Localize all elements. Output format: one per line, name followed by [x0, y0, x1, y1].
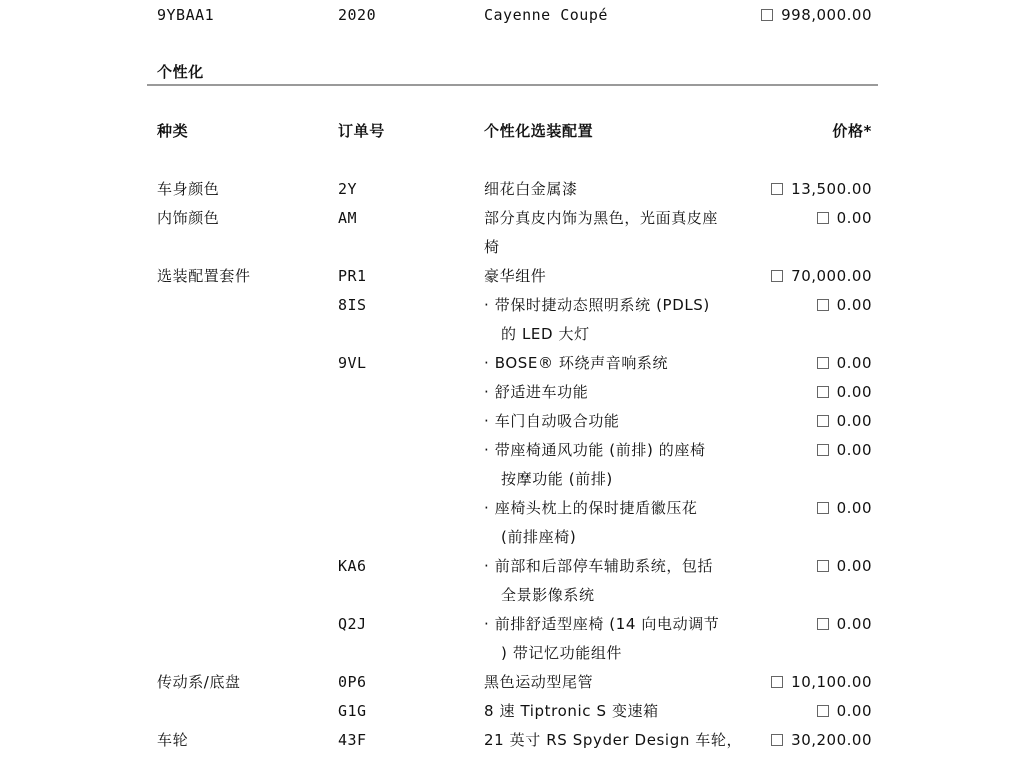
- row-config-text: 21 英寸 RS Spyder Design 车轮，: [484, 731, 743, 749]
- model-code: 9YBAA1: [157, 6, 215, 24]
- row-price: [817, 556, 872, 576]
- row-config-text: · 前排舒适型座椅 (14 向电动调节: [484, 615, 720, 633]
- row-price-value: 0.00: [836, 296, 872, 314]
- checkbox-icon[interactable]: [817, 299, 829, 311]
- row-category: 传动系/底盘: [157, 673, 241, 691]
- row-order-code: 8IS: [338, 296, 367, 314]
- row-config-text: ) 带记忆功能组件: [501, 644, 623, 662]
- row-order-code: 43F: [338, 731, 367, 749]
- row-order-code: 0P6: [338, 673, 367, 691]
- checkbox-icon[interactable]: [817, 212, 829, 224]
- row-price: [771, 672, 872, 692]
- row-config-text: 椅: [484, 238, 500, 256]
- row-price: [771, 730, 872, 750]
- checkbox-icon[interactable]: [771, 734, 783, 746]
- row-category: 车身颜色: [157, 180, 220, 198]
- section-divider: [147, 84, 878, 86]
- row-config-text: 黑色运动型尾管: [484, 673, 594, 691]
- row-price: [817, 295, 872, 315]
- row-config-text: 全景影像系统: [501, 586, 595, 604]
- model-price-value: 998,000.00: [781, 6, 872, 24]
- row-price-value: 0.00: [836, 209, 872, 227]
- row-config-text: · BOSE® 环绕声音响系统: [484, 354, 669, 372]
- checkbox-icon[interactable]: [817, 357, 829, 369]
- row-price: [817, 440, 872, 460]
- checkbox-icon[interactable]: [771, 183, 783, 195]
- row-order-code: 2Y: [338, 180, 358, 198]
- row-order-code: KA6: [338, 557, 367, 575]
- row-config-text: (前排座椅): [501, 528, 577, 546]
- row-price-value: 0.00: [836, 441, 872, 459]
- row-config-text: 豪华组件: [484, 267, 547, 285]
- header-config: 个性化选装配置: [484, 122, 594, 140]
- row-order-code: G1G: [338, 702, 367, 720]
- row-price-value: 30,200.00: [791, 731, 872, 749]
- checkbox-icon[interactable]: [817, 560, 829, 572]
- row-config-text: 按摩功能 (前排): [501, 470, 613, 488]
- row-config-text: 细花白金属漆: [484, 180, 578, 198]
- row-price-value: 10,100.00: [791, 673, 872, 691]
- checkbox-icon[interactable]: [771, 676, 783, 688]
- model-year: 2020: [338, 6, 377, 24]
- row-price-value: 0.00: [836, 354, 872, 372]
- row-config-text: 部分真皮内饰为黑色，光面真皮座: [484, 209, 719, 227]
- row-price: [817, 382, 872, 402]
- row-price-value: 0.00: [836, 412, 872, 430]
- row-config-text: · 座椅头枕上的保时捷盾徽压花: [484, 499, 698, 517]
- row-price-value: 0.00: [836, 383, 872, 401]
- row-config-text: · 舒适进车功能: [484, 383, 589, 401]
- model-price: [761, 5, 872, 25]
- checkbox-icon[interactable]: [817, 705, 829, 717]
- checkbox-icon[interactable]: [817, 444, 829, 456]
- checkbox-icon[interactable]: [817, 415, 829, 427]
- header-category: 种类: [157, 122, 189, 140]
- model-name: Cayenne Coupé: [484, 6, 608, 24]
- row-price-value: 13,500.00: [791, 180, 872, 198]
- row-order-code: Q2J: [338, 615, 367, 633]
- checkbox-icon[interactable]: [817, 502, 829, 514]
- row-config-text: · 带保时捷动态照明系统 (PDLS): [484, 296, 710, 314]
- row-price: [771, 266, 872, 286]
- row-order-code: 9VL: [338, 354, 367, 372]
- checkbox-icon[interactable]: [761, 9, 773, 21]
- header-price: 价格*: [832, 122, 872, 140]
- section-title: 个性化: [157, 63, 204, 81]
- row-order-code: AM: [338, 209, 358, 227]
- row-price: [817, 614, 872, 634]
- row-price-value: 0.00: [836, 615, 872, 633]
- checkbox-icon[interactable]: [817, 386, 829, 398]
- row-price-value: 70,000.00: [791, 267, 872, 285]
- row-price-value: 0.00: [836, 557, 872, 575]
- header-order-no: 订单号: [338, 122, 385, 140]
- row-price: [817, 498, 872, 518]
- row-category: 内饰颜色: [157, 209, 220, 227]
- row-config-text: · 前部和后部停车辅助系统，包括: [484, 557, 714, 575]
- row-config-text: 8 速 Tiptronic S 变速箱: [484, 702, 659, 720]
- row-price: [817, 701, 872, 721]
- checkbox-icon[interactable]: [771, 270, 783, 282]
- row-config-text: · 带座椅通风功能 (前排) 的座椅: [484, 441, 706, 459]
- row-config-text: 的 LED 大灯: [501, 325, 590, 343]
- row-price: [817, 411, 872, 431]
- row-category: 车轮: [157, 731, 189, 749]
- row-category: 选装配置套件: [157, 267, 251, 285]
- row-price: [817, 208, 872, 228]
- row-config-text: · 车门自动吸合功能: [484, 412, 620, 430]
- row-price: [771, 179, 872, 199]
- row-price-value: 0.00: [836, 499, 872, 517]
- row-order-code: PR1: [338, 267, 367, 285]
- row-price: [817, 353, 872, 373]
- checkbox-icon[interactable]: [817, 618, 829, 630]
- row-price-value: 0.00: [836, 702, 872, 720]
